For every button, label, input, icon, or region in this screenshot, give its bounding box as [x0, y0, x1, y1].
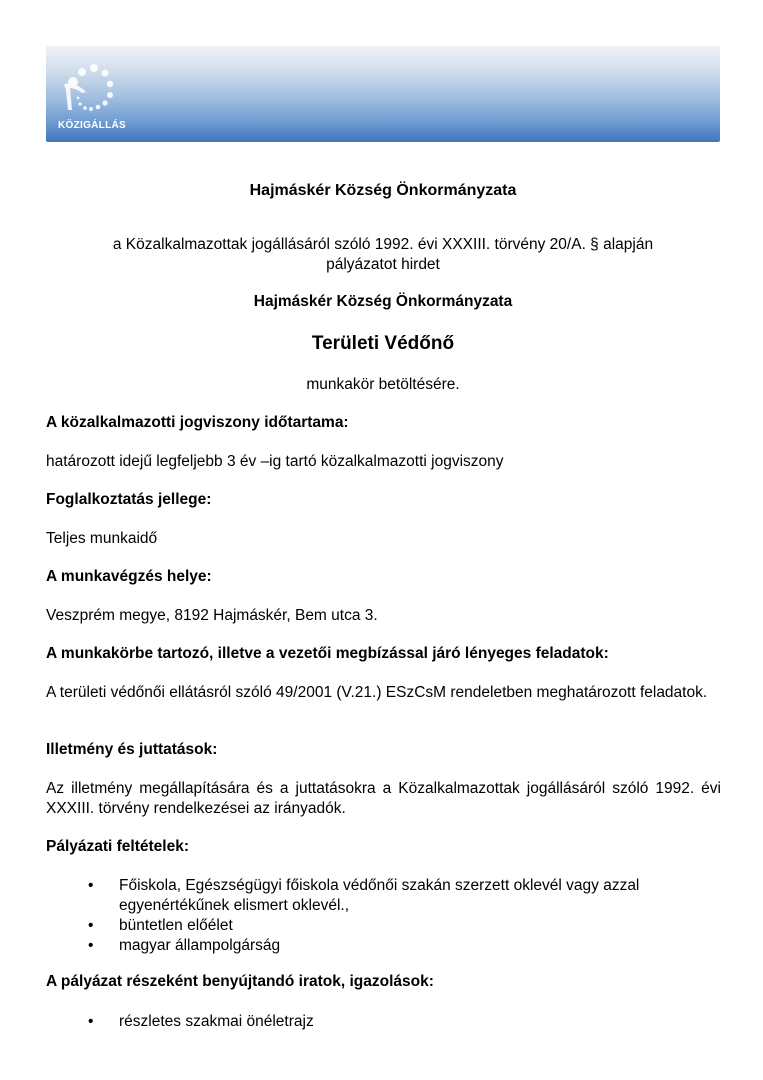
section-text: A területi védőnői ellátásról szóló 49/2001 (V.21.) ESzCsM rendeletben meghatározott feladatok.: [46, 684, 708, 701]
section-heading: A munkakörbe tartozó, illetve a vezetői megbízással járó lényeges feladatok:: [46, 645, 609, 662]
list-item-text: magyar állampolgárság: [119, 937, 281, 954]
intro-line-1: a Közalkalmazottak jogállásáról szóló 1992. évi XXXIII. törvény 20/A. § alapján: [112, 236, 654, 253]
section-heading: A munkavégzés helye:: [46, 568, 212, 585]
intro-line-2: pályázatot hirdet: [326, 256, 440, 273]
position-title: Területi Védőnő: [311, 333, 455, 354]
bullet-icon: •: [88, 877, 94, 894]
list-item: [88, 1012, 718, 1032]
section-heading: A pályázat részeként benyújtandó iratok, igazolások:: [46, 973, 434, 990]
section-text: Veszprém megye, 8192 Hajmáskér, Bem utca 3.: [46, 607, 378, 624]
bullet-icon: •: [88, 917, 94, 934]
bullet-list: [88, 876, 718, 956]
list-item: [88, 876, 718, 916]
bullet-icon: •: [88, 1013, 94, 1030]
logo-text: KÖZIGÁLLÁS: [58, 120, 126, 131]
list-item: [88, 936, 718, 956]
employer-title-2: Hajmáskér Község Önkormányzata: [253, 293, 513, 310]
kozigallas-banner: [46, 46, 720, 142]
list-item: [88, 916, 718, 936]
section-text: Az illetmény megállapítására és a juttatásokra a Közalkalmazottak jogállásáról szóló 1992. évi XXXIII. törvény rendelkezései az irányadók.: [46, 780, 721, 817]
section-heading: Foglalkoztatás jellege:: [46, 491, 212, 508]
intro-text: [46, 235, 720, 275]
bullet-list: [88, 1012, 718, 1032]
list-item-text: részletes szakmai önéletrajz: [119, 1013, 314, 1030]
employer-title: Hajmáskér Község Önkormányzata: [249, 182, 517, 199]
section-heading: Pályázati feltételek:: [46, 838, 190, 855]
position-subtitle: munkakör betöltésére.: [306, 376, 460, 393]
section-text: határozott idejű legfeljebb 3 év –ig tartó közalkalmazotti jogviszony: [46, 453, 504, 470]
bullet-icon: •: [88, 937, 94, 954]
list-item-text: büntetlen előélet: [119, 917, 233, 934]
list-item-text: Főiskola, Egészségügyi főiskola védőnői szakán szerzett oklevél vagy azzal egyenértékűnek elismert oklevél.,: [119, 877, 640, 914]
section-heading: Illetmény és juttatások:: [46, 741, 218, 758]
section-heading: A közalkalmazotti jogviszony időtartama:: [46, 414, 349, 431]
section-text: Teljes munkaidő: [46, 530, 158, 547]
